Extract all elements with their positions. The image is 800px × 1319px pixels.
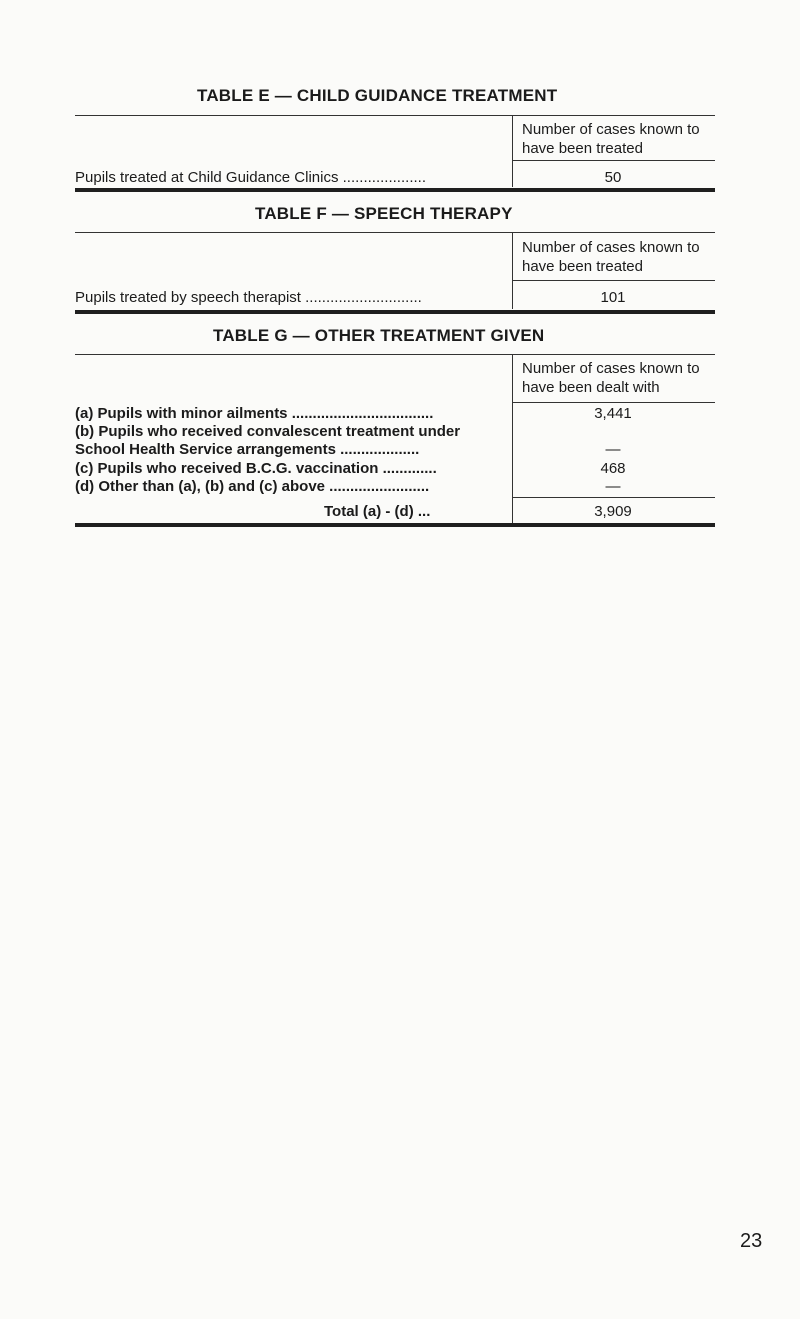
table-g-row-b-label: (b) Pupils who received convalescent treatment under bbox=[75, 423, 461, 440]
table-g-row-b-label-cont: School Health Service arrangements ................... bbox=[75, 441, 420, 458]
table-f-title: TABLE F — SPEECH THERAPY bbox=[255, 204, 513, 223]
table-g-row-b-value: — bbox=[605, 441, 621, 458]
table-e-row-value: 50 bbox=[604, 169, 622, 186]
divider bbox=[75, 232, 715, 233]
table-g-row-a-label: (a) Pupils with minor ailments .................................. bbox=[75, 405, 434, 422]
table-g-total-label: Total (a) - (d) ... bbox=[324, 503, 431, 520]
table-g-title: TABLE G — OTHER TREATMENT GIVEN bbox=[213, 326, 545, 345]
divider bbox=[513, 497, 715, 498]
divider bbox=[75, 354, 715, 355]
table-g-row-c-label: (c) Pupils who received B.C.G. vaccination ............. bbox=[75, 460, 437, 477]
page-number: 23 bbox=[740, 1230, 763, 1252]
table-g-header: Number of cases known to have been dealt with bbox=[522, 360, 700, 396]
table-f-bottom-rule bbox=[75, 310, 715, 314]
column-divider bbox=[512, 232, 513, 309]
table-f-row-value: 101 bbox=[600, 289, 626, 306]
table-e-row-label: Pupils treated at Child Guidance Clinics .................... bbox=[75, 169, 426, 186]
table-e-header: Number of cases known to have been treated bbox=[522, 121, 700, 157]
divider bbox=[513, 160, 715, 161]
table-g-total-value: 3,909 bbox=[594, 503, 632, 520]
table-g-bottom-rule bbox=[75, 523, 715, 527]
table-e-bottom-rule bbox=[75, 188, 715, 192]
table-e-title: TABLE E — CHILD GUIDANCE TREATMENT bbox=[197, 86, 558, 105]
table-g-row-d-label: (d) Other than (a), (b) and (c) above ........................ bbox=[75, 478, 430, 495]
table-f-row-label: Pupils treated by speech therapist ............................ bbox=[75, 289, 422, 306]
table-g-row-d-value: — bbox=[605, 478, 621, 495]
table-g-row-c-value: 468 bbox=[600, 460, 626, 477]
column-divider bbox=[512, 115, 513, 187]
table-g-row-a-value: 3,441 bbox=[594, 405, 632, 422]
divider bbox=[513, 280, 715, 281]
table-f-header: Number of cases known to have been treated bbox=[522, 239, 700, 275]
divider bbox=[513, 402, 715, 403]
divider bbox=[75, 115, 715, 116]
